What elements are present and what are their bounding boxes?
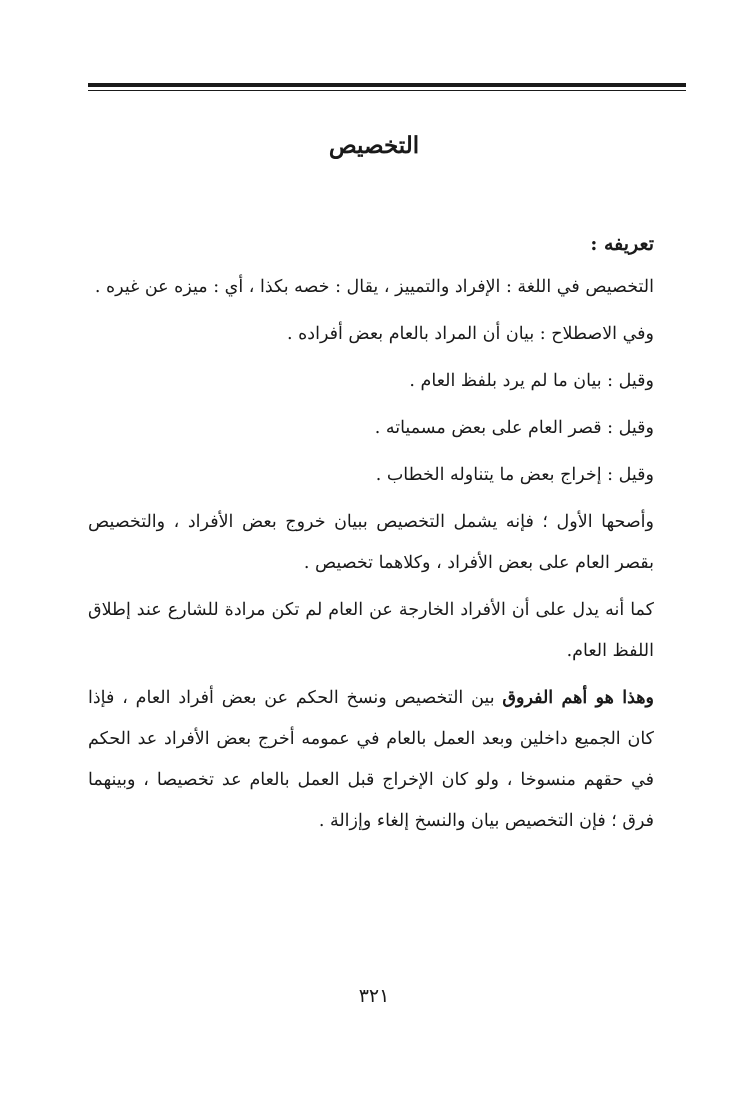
paragraph-alt-definition-1: وقيل : بيان ما لم يرد بلفظ العام . bbox=[409, 371, 654, 391]
paragraph-alt-definition-3: وقيل : إخراج بعض ما يتناوله الخطاب . bbox=[375, 465, 654, 485]
emphasis-text: وهذا هو أهم الفروق bbox=[502, 688, 654, 708]
page-title: التخصيص bbox=[328, 132, 420, 159]
section-heading: تعريفه : bbox=[590, 233, 654, 255]
header-rule-thick bbox=[88, 83, 686, 87]
paragraph-preferred-definition: وأصحها الأول ؛ فإنه يشمل التخصيص ببيان خروج بعض الأفراد ، والتخصيص بقصر العام على بعض الأفراد ، وكلاهما تخصيص . bbox=[88, 512, 654, 573]
paragraph-definition-language: التخصيص في اللغة : الإفراد والتمييز ، يقال : خصه بكذا ، أي : ميزه عن غيره . bbox=[94, 277, 654, 297]
page-number: ٣٢١ bbox=[358, 985, 390, 1007]
header-rule-thin bbox=[88, 90, 686, 91]
paragraph-abrogation-difference bbox=[88, 678, 654, 842]
paragraph-implication: كما أنه يدل على أن الأفراد الخارجة عن العام لم تكن مرادة للشارع عند إطلاق اللفظ العام. bbox=[88, 600, 654, 661]
main-content bbox=[88, 224, 654, 842]
paragraph-definition-term: وفي الاصطلاح : بيان أن المراد بالعام بعض أفراده . bbox=[287, 324, 654, 344]
paragraph-text: بين التخصيص ونسخ الحكم عن بعض أفراد العام ، فإذا كان الجميع داخلين وبعد العمل بالعام في عمومه أخرج بعض الأفراد عد الحكم في حقهم منسوخا ، ولو كان الإخراج قبل العمل بالعام عد تخصيصا ، وبينهما فرق ؛ فإن التخصيص بيان والنسخ إلغاء وإزالة . bbox=[88, 688, 654, 831]
paragraph-alt-definition-2: وقيل : قصر العام على بعض مسمياته . bbox=[374, 418, 654, 438]
